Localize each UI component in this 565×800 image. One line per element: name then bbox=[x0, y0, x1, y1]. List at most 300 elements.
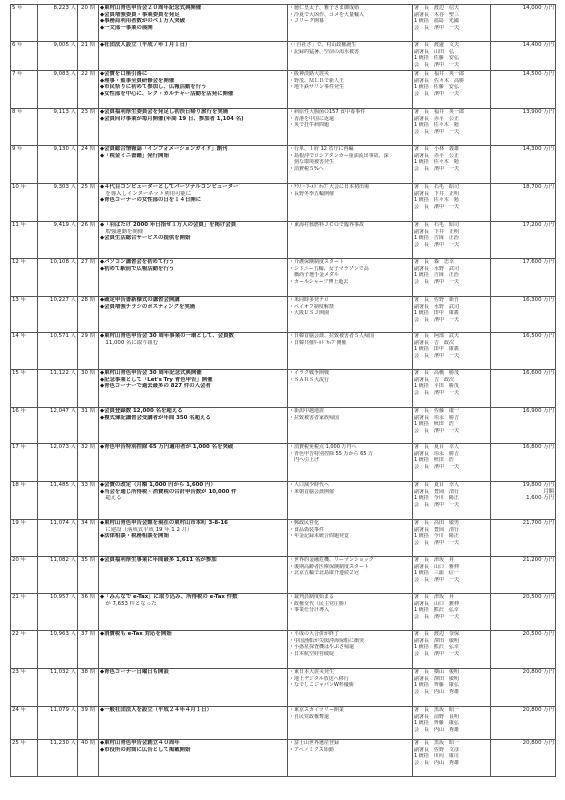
officers-cell bbox=[413, 408, 491, 444]
world-events-cell bbox=[288, 408, 413, 444]
events-cell-line: ◆一般社団法人を設立（平成２４年４月１日） bbox=[100, 707, 212, 713]
members-cell: 11,032 人 bbox=[38, 669, 78, 707]
world-events-cell-line: ・シドニー五輪、女子マラソンで高 bbox=[289, 265, 369, 272]
officers-cell-line: 会 長 濱中 一夫 bbox=[414, 650, 460, 657]
events-cell bbox=[99, 297, 288, 333]
period-cell: 26 期 bbox=[78, 222, 99, 259]
officers-cell-line: 1 統括 齊藤 康弘 bbox=[414, 720, 459, 727]
events-cell bbox=[99, 370, 288, 408]
officers-cell-line: 1 統括 熊沢 弘幸 bbox=[414, 607, 459, 614]
world-events-cell-line: ・自民党政権奪還 bbox=[289, 713, 330, 720]
officers-cell-line: 1 統括 今川 陽正 bbox=[414, 495, 459, 502]
year-cell: 7 年 bbox=[11, 71, 38, 109]
year-cell: 8 年 bbox=[11, 109, 38, 146]
world-events-cell-line: ・島根沖でロシアタンカー重油流出事故、深 bbox=[289, 152, 389, 159]
officers-cell-line: 副署長 木谷 聖三 bbox=[414, 11, 460, 18]
period-cell: 23 期 bbox=[78, 109, 99, 146]
period-cell: 35 期 bbox=[78, 557, 99, 594]
period-cell: 22 期 bbox=[78, 71, 99, 109]
officers-cell-line: 会 長 濱中 一夫 bbox=[414, 539, 460, 546]
world-events-cell bbox=[288, 5, 413, 42]
period-cell: 24 期 bbox=[78, 146, 99, 184]
officers-cell-line: 会 長 濱中 一夫 bbox=[414, 501, 460, 508]
officers-cell bbox=[413, 482, 491, 520]
events-cell bbox=[99, 520, 288, 557]
events-cell-line: ◆女性部を中心に、レク・カルチャー活動を活発に開催 bbox=[100, 90, 234, 97]
period-cell: 32 期 bbox=[78, 444, 99, 482]
events-cell bbox=[99, 740, 288, 777]
world-events-cell-line: ・カールシャープ博士逝去 bbox=[289, 278, 349, 285]
world-events-cell bbox=[288, 109, 413, 146]
world-events-cell-line: ・米朝首脳会談開催 bbox=[289, 488, 335, 495]
period-cell: 38 期 bbox=[78, 669, 99, 707]
world-events-cell-line: ・消費税免税点 1,000 万円へ bbox=[289, 444, 357, 450]
budget-cell bbox=[491, 520, 556, 557]
officers-cell-line: 副署長 山田 弘 bbox=[414, 48, 455, 55]
events-cell-line: 超える bbox=[100, 495, 122, 502]
year-cell: 10 年 bbox=[11, 184, 38, 222]
events-cell-line: ◆会費を口座引落に bbox=[100, 71, 148, 77]
events-cell bbox=[99, 631, 288, 669]
budget-cell bbox=[491, 109, 556, 146]
officers-cell bbox=[413, 5, 491, 42]
world-events-cell-line: ・アベノミクス始動 bbox=[289, 746, 334, 753]
members-cell: 9,130 人 bbox=[38, 146, 78, 184]
officers-cell-line: 会 長 濱中 一夫 bbox=[414, 61, 460, 68]
world-events-cell-line: ・ペイオフ制度解禁 bbox=[289, 303, 334, 310]
members-cell: 10,957 人 bbox=[38, 594, 78, 631]
budget-cell-line: 16,900 万円 bbox=[522, 408, 554, 414]
budget-cell bbox=[491, 259, 556, 297]
officers-cell-line: 会 長 濱中 一夫 bbox=[414, 90, 460, 97]
budget-cell bbox=[491, 631, 556, 669]
officers-cell-line: 副署長 垣永 勝吉 bbox=[414, 450, 460, 457]
world-events-cell-line: ・野茂、ＭＬＢで新人王 bbox=[289, 77, 345, 84]
events-cell-line: ◆事務局利用者数がのべ１万人突破 bbox=[100, 18, 186, 25]
events-cell-line: ◆パソコン講習会を初めて行う bbox=[100, 259, 175, 265]
world-events-cell bbox=[288, 482, 413, 520]
events-cell-line: ◆会員増強チラシのポスティングを実施 bbox=[100, 303, 196, 310]
budget-cell-line: 14,500 万円 bbox=[522, 71, 554, 77]
officers-cell-line: 1 統括 佐々木 勉 bbox=[414, 159, 459, 166]
world-events-cell bbox=[288, 259, 413, 297]
year-cell: 24 年 bbox=[11, 707, 38, 740]
budget-cell-line: 20,500 万円 bbox=[522, 631, 554, 637]
world-events-cell bbox=[288, 184, 413, 222]
budget-cell-line: 20,500 万円 bbox=[522, 594, 554, 600]
period-cell: 34 期 bbox=[78, 520, 99, 557]
budget-cell bbox=[491, 71, 556, 109]
members-cell: 12,047 人 bbox=[38, 408, 78, 444]
officers-cell bbox=[413, 740, 491, 777]
world-events-cell bbox=[288, 520, 413, 557]
officers-cell-line: 副署長 赤平 公正 bbox=[414, 115, 460, 122]
officers-cell-line: 1 統括 佐藤 安弘 bbox=[414, 55, 459, 62]
events-cell-line: 11,000 名に取り組む bbox=[100, 339, 159, 346]
events-cell bbox=[99, 109, 288, 146]
members-cell: 10,963 人 bbox=[38, 631, 78, 669]
budget-cell-line: 14,400 万円 bbox=[522, 42, 554, 48]
officers-cell bbox=[413, 71, 491, 109]
world-events-cell-line: ・裁判員制度始まる bbox=[289, 594, 335, 600]
officers-cell-line: 署 長 阿部 武夫 bbox=[414, 333, 460, 339]
events-cell-line: ◆会員増強委員・事業委員を発足 bbox=[100, 11, 180, 18]
world-events-cell bbox=[288, 707, 413, 740]
budget-cell-line: 16,500 万円 bbox=[522, 333, 554, 339]
officers-cell bbox=[413, 297, 491, 333]
officers-cell-line: 会 長 濱中 一夫 bbox=[414, 203, 460, 210]
events-cell-line: ◆当会を通じ所得税・消費税の合計申告数が 10,000 件 bbox=[100, 488, 237, 495]
officers-cell-line: 1 統括 吉岡 正治 bbox=[414, 272, 459, 279]
world-events-cell-line: ・イラク戦争開戦 bbox=[289, 370, 330, 376]
budget-cell-line: 14,300 万円 bbox=[522, 146, 554, 152]
year-cell: 14 年 bbox=[11, 333, 38, 370]
officers-cell bbox=[413, 146, 491, 184]
world-events-cell-line: ・日本航空経営破綻 bbox=[289, 650, 335, 657]
budget-cell-line: 21,700 万円 bbox=[522, 520, 554, 526]
budget-cell bbox=[491, 408, 556, 444]
officers-cell-line: 1 統括 熊沢 弘幸 bbox=[414, 644, 459, 651]
officers-cell-line: 署 長 渡辺 奈保 bbox=[414, 631, 460, 637]
table-row bbox=[11, 109, 556, 146]
officers-cell bbox=[413, 444, 491, 482]
officers-cell bbox=[413, 222, 491, 259]
table-row bbox=[11, 594, 556, 631]
officers-cell-line: 会 長 濱中 一夫 bbox=[414, 241, 460, 248]
officers-cell bbox=[413, 42, 491, 71]
officers-cell-line: 1 統括 吉岡 正治 bbox=[414, 235, 459, 242]
officers-cell-line: 副署長 赤平 公正 bbox=[414, 152, 460, 159]
table-row bbox=[11, 557, 556, 594]
events-cell-line: ◆東村山青色申告会 30 周年事業の一環として、会員数 bbox=[100, 333, 234, 339]
world-events-cell-line: ・香港を中国に返還 bbox=[289, 115, 335, 122]
officers-cell-line: 署 長 夏目 幸人 bbox=[414, 444, 460, 450]
officers-cell-line: 会 長 濱中 一夫 bbox=[414, 128, 460, 135]
officers-cell-line: 会 長 濱中 一夫 bbox=[414, 24, 460, 31]
officers-cell-line: 1 統括 福島 光國 bbox=[414, 18, 459, 25]
members-cell: 12,073 人 bbox=[38, 444, 78, 482]
table-row bbox=[11, 184, 556, 222]
events-cell bbox=[99, 557, 288, 594]
members-cell: 11,485 人 bbox=[38, 482, 78, 520]
table-row bbox=[11, 631, 556, 669]
events-cell-line: ◆会員登録数 12,000 名を超える bbox=[100, 408, 183, 414]
world-events-cell bbox=[288, 146, 413, 184]
budget-cell bbox=[491, 707, 556, 740]
events-cell-line: ◆会費の改定（月額 1,000 円から 1,600 円） bbox=[100, 482, 216, 488]
period-cell: 29 期 bbox=[78, 333, 99, 370]
events-cell-line: ◆青色コーナーで過去最多の 827 件の入会者 bbox=[100, 383, 211, 390]
world-events-cell-line: ・政権交代（民主党圧勝） bbox=[289, 600, 350, 607]
budget-cell-line: 18,700 万円 bbox=[522, 184, 554, 190]
world-events-cell bbox=[288, 333, 413, 370]
officers-cell-line: 署 長 石毛 昭司 bbox=[414, 222, 460, 228]
events-cell-line: ◆記念事業として「Let's Try 青色申告」開催 bbox=[100, 376, 213, 383]
members-cell: 9,303 人 bbox=[38, 184, 78, 222]
members-cell: 11,122 人 bbox=[38, 370, 78, 408]
world-events-cell bbox=[288, 669, 413, 707]
officers-cell-line: 会 長 濱中 一夫 bbox=[414, 427, 460, 434]
officers-cell-line: 署 長 森 忠幸 bbox=[414, 259, 455, 265]
budget-cell-line: 17,200 万円 bbox=[522, 222, 554, 228]
year-cell: 16 年 bbox=[11, 408, 38, 444]
year-cell: 5 年 bbox=[11, 5, 38, 42]
world-events-cell-line: ・世界的金融危機、リーマンショック bbox=[289, 557, 374, 563]
world-events-cell-line: ・事業仕分け導入 bbox=[289, 607, 330, 614]
world-events-cell-line: ・平成の大合併が終了 bbox=[289, 631, 340, 637]
table-row bbox=[11, 520, 556, 557]
world-events-cell-line: ・後期高齢者医療保険制度スタート bbox=[289, 563, 370, 570]
period-cell: 28 期 bbox=[78, 297, 99, 333]
officers-cell-line: 1 統括 秋田 浩 bbox=[414, 457, 454, 464]
officers-cell bbox=[413, 370, 491, 408]
world-events-cell-line: 刻な環境被害発生 bbox=[289, 159, 335, 166]
world-events-cell-line: ・「自社さ」で、村山政権誕生 bbox=[289, 42, 357, 48]
events-cell-line: ◆東村山青色申告会２０周年記念式典開催 bbox=[100, 5, 202, 11]
world-events-cell-line: ・消費税５%へ bbox=[289, 165, 324, 172]
events-cell-line: ◆青色コーナーの女性部の日を１４日開に bbox=[100, 197, 202, 204]
world-events-cell-line: ・長野冬季五輪開催 bbox=[289, 190, 335, 197]
year-cell: 12 年 bbox=[11, 259, 38, 297]
events-cell-line: ◆東村山青色申告会 30 周年記念式典開催 bbox=[100, 370, 202, 376]
officers-cell-line: 署 長 高田 敏男 bbox=[414, 520, 460, 526]
officers-cell-line: 署 長 津坂 昇 bbox=[414, 594, 455, 600]
period-cell: 37 期 bbox=[78, 631, 99, 669]
period-cell: 40 期 bbox=[78, 740, 99, 777]
world-events-cell-line: ・小惑星探査機はやぶさ帰還 bbox=[289, 644, 355, 651]
officers-cell bbox=[413, 557, 491, 594]
officers-cell-line: 副署長 水野 武司 bbox=[414, 265, 460, 272]
events-cell bbox=[99, 594, 288, 631]
officers-cell-line: 副署長 澤田 敏明 bbox=[414, 637, 460, 644]
year-cell: 17 年 bbox=[11, 444, 38, 482]
budget-cell bbox=[491, 669, 556, 707]
budget-cell bbox=[491, 557, 556, 594]
events-cell bbox=[99, 408, 288, 444]
members-cell: 11,082 人 bbox=[38, 557, 78, 594]
officers-cell-line: 副署長 豊岡 清行 bbox=[414, 488, 460, 495]
officers-cell-line: 副署長 吉 政次 bbox=[414, 376, 455, 383]
officers-cell-line: 副署長 山口 雅伸 bbox=[414, 600, 460, 607]
world-events-cell bbox=[288, 370, 413, 408]
events-cell-line: ◆「みんなで e-Tax」に取り込み、所得税の e-Tax 件数 bbox=[100, 594, 238, 600]
members-cell: 9,419 人 bbox=[38, 222, 78, 259]
period-cell: 30 期 bbox=[78, 370, 99, 408]
events-cell-line: ◆市役所の封筒に広告として掲載開始 bbox=[100, 746, 191, 753]
world-events-cell-line: ・富士山世界遺産登録 bbox=[289, 740, 340, 746]
events-cell-line: ◆複式簿記講習会受講者が年間 350 名超える bbox=[100, 414, 211, 421]
officers-cell bbox=[413, 594, 491, 631]
officers-cell bbox=[413, 184, 491, 222]
officers-cell-line: 1 統括 三浦 信一 bbox=[414, 570, 459, 577]
officers-cell-line: 会 長 濱中 一夫 bbox=[414, 278, 460, 285]
period-cell: 21 期 bbox=[78, 42, 99, 71]
world-events-cell-line: ・食品偽装事件 bbox=[289, 526, 325, 533]
officers-cell-line: 副署長 水野 武司 bbox=[414, 303, 460, 310]
budget-cell-line: 16,300 万円 bbox=[522, 297, 554, 303]
events-cell-line: ◆「税金ミニ書籍」発行開始 bbox=[100, 152, 169, 159]
members-cell: 10,108 人 bbox=[38, 259, 78, 297]
year-cell: 18 年 bbox=[11, 482, 38, 520]
world-events-cell-line: ・拉致被害者家族帰国 bbox=[289, 414, 340, 421]
events-cell-line: ◆会員福利厚生事業に年間最多 1,611 名が参加 bbox=[100, 557, 217, 563]
world-events-cell bbox=[288, 297, 413, 333]
events-cell-line: に建設（落成式平成 19 年 1 2 月） bbox=[100, 526, 193, 533]
world-events-cell-line: ・郵政民営化 bbox=[289, 520, 320, 526]
world-events-cell-line: ・阪神淡路大震災 bbox=[289, 71, 330, 77]
period-cell: 27 期 bbox=[78, 259, 99, 297]
officers-cell-line: 署 長 黒坂 昭一 bbox=[414, 740, 460, 746]
events-cell bbox=[99, 146, 288, 184]
world-events-cell bbox=[288, 222, 413, 259]
table-row bbox=[11, 740, 556, 777]
officers-cell-line: 1 統括 佐藤 安弘 bbox=[414, 84, 459, 91]
table-row bbox=[11, 408, 556, 444]
officers-cell-line: 1 統括 田中 康義 bbox=[414, 310, 459, 317]
world-events-cell-line: ・病原性大腸菌Ｏ157 食中毒事件 bbox=[289, 109, 366, 115]
world-events-cell-line: ・年金記録未統合問題発覚 bbox=[289, 533, 350, 540]
world-events-cell-line: ・介護保険制度スタート bbox=[289, 259, 345, 265]
officers-cell bbox=[413, 333, 491, 370]
events-cell bbox=[99, 71, 288, 109]
budget-cell bbox=[491, 184, 556, 222]
world-events-cell-line: ・冷夏で大凶作、コメを大量輸入 bbox=[289, 11, 365, 18]
world-events-cell-line: ・米同時多発テロ bbox=[289, 297, 330, 303]
budget-cell bbox=[491, 297, 556, 333]
officers-cell-line: 署 長 夏目 幸人 bbox=[414, 482, 460, 488]
world-events-cell-line: ・東京スカイツリー開業 bbox=[289, 707, 344, 713]
table-row bbox=[11, 370, 556, 408]
world-events-cell-line: ・徳仁皇太子、雅子さま御成婚 bbox=[289, 5, 360, 11]
officers-cell-line: 会 長 濱中 一夫 bbox=[414, 576, 460, 583]
world-events-cell-line: ・青色申告特別控除 55 万から 65 万 bbox=[289, 450, 374, 457]
officers-cell-line: 会 長 内山 秀雄 bbox=[414, 688, 460, 695]
events-cell bbox=[99, 669, 288, 707]
officers-cell bbox=[413, 669, 491, 707]
officers-cell-line: 1 統括 今川 陽正 bbox=[414, 533, 459, 540]
officers-cell-line: 会 長 濱中 一夫 bbox=[414, 165, 460, 172]
budget-cell-line: 16,800 万円 bbox=[522, 444, 554, 450]
members-cell: 11,079 人 bbox=[38, 707, 78, 740]
events-cell bbox=[99, 222, 288, 259]
world-events-cell-line: 円へ引上げ bbox=[289, 457, 320, 464]
year-cell: 21 年 bbox=[11, 594, 38, 631]
year-cell: 9 年 bbox=[11, 146, 38, 184]
events-cell-line: ◆東村山青色申告会館を現在の東村山市本町 3-8-16 bbox=[100, 520, 228, 526]
members-cell: 10,571 人 bbox=[38, 333, 78, 370]
events-cell-line: ◆初めて駅前で広報活動を行う bbox=[100, 265, 175, 272]
officers-cell bbox=[413, 109, 491, 146]
officers-cell-line: 署 長 福井 英一郎 bbox=[414, 109, 465, 115]
period-cell: 36 期 bbox=[78, 594, 99, 631]
year-cell: 23 年 bbox=[11, 669, 38, 707]
budget-cell-line: 13,900 万円 bbox=[522, 109, 554, 115]
period-cell: 33 期 bbox=[78, 482, 99, 520]
world-events-cell-line: ・行革、１府 12 省庁に再編 bbox=[289, 146, 354, 152]
budget-cell bbox=[491, 222, 556, 259]
world-events-cell-line: ・地上デジタル放送へ移行 bbox=[289, 675, 349, 682]
events-cell-line: ◆法律相談・税務相談を開始 bbox=[100, 533, 169, 540]
members-cell: 9,083 人 bbox=[38, 71, 78, 109]
period-cell: 25 期 bbox=[78, 184, 99, 222]
officers-cell-line: 署 長 黒坂 昭一 bbox=[414, 707, 460, 713]
budget-cell bbox=[491, 5, 556, 42]
officers-cell-line: 会 長 内山 秀雄 bbox=[414, 726, 460, 733]
world-events-cell-line: ・英で狂牛病問題 bbox=[289, 122, 330, 129]
officers-cell-line: 署 長 福井 英一郎 bbox=[414, 71, 465, 77]
events-cell bbox=[99, 444, 288, 482]
period-cell: 31 期 bbox=[78, 408, 99, 444]
budget-cell-line: 14,000 万円 bbox=[522, 5, 554, 11]
budget-cell-line: 20,800 万円 bbox=[522, 740, 554, 746]
table-row bbox=[11, 297, 556, 333]
budget-cell-line: 21,200 万円 bbox=[522, 557, 554, 563]
table-row bbox=[11, 5, 556, 42]
world-events-cell-line: ・Ｊリーグ開幕 bbox=[289, 18, 325, 25]
officers-cell-line: 署 長 佐藤 康一 bbox=[414, 408, 460, 414]
budget-cell bbox=[491, 444, 556, 482]
events-cell-line: ◆会員福利厚生委員会を発足し初渋日帰り旅行を実施 bbox=[100, 109, 229, 115]
budget-cell-line: 月額 bbox=[543, 488, 554, 495]
world-events-cell-line: ・地下鉄サリン事件発生 bbox=[289, 84, 345, 91]
world-events-cell-line: ・大阪ＵＳＪ開園 bbox=[289, 310, 330, 317]
officers-cell-line: 署 長 横山 俊明 bbox=[414, 669, 460, 675]
officers-cell-line: 署 長 高橋 勝茂 bbox=[414, 370, 460, 376]
officers-cell bbox=[413, 520, 491, 557]
officers-cell bbox=[413, 631, 491, 669]
world-events-cell-line: ・ﾃｸﾉ・ﾜｰﾙﾄﾞｶｯﾌﾟ大会に日本初出場 bbox=[289, 184, 370, 190]
table-row bbox=[11, 259, 556, 297]
world-events-cell bbox=[288, 42, 413, 71]
world-events-cell-line: ・ＳＡＲＳ大流行 bbox=[289, 376, 330, 383]
events-cell bbox=[99, 482, 288, 520]
officers-cell-line: 1 統括 田中 康義 bbox=[414, 346, 459, 353]
year-cell: 15 年 bbox=[11, 370, 38, 408]
officers-cell bbox=[413, 707, 491, 740]
events-cell-line: ◆東村山青色申告会創立４０周年 bbox=[100, 740, 180, 746]
members-cell: 11,230 人 bbox=[38, 740, 78, 777]
officers-cell-line: 1 統括 川向 康司 bbox=[414, 753, 459, 760]
year-cell: 19 年 bbox=[11, 520, 38, 557]
officers-cell-line: 1 統括 佐々木 勉 bbox=[414, 197, 459, 204]
table-row bbox=[11, 482, 556, 520]
world-events-cell-line: ・中国漁船が尖閣沖海保船に衝突 bbox=[289, 637, 365, 644]
events-cell-line: ◆４代目コンピューターとしてパーソナルコンピューター bbox=[100, 184, 239, 190]
world-events-cell-line: ・日韓共催ﾜｰﾙﾄﾞｶｯﾌﾟ開催 bbox=[289, 339, 347, 346]
budget-cell bbox=[491, 146, 556, 184]
officers-cell-line: 副署長 山口 雅伸 bbox=[414, 563, 460, 570]
history-table bbox=[10, 4, 556, 777]
officers-cell-line: 副署長 澤田 敏明 bbox=[414, 675, 460, 682]
officers-cell-line: 副署長 前野 良明 bbox=[414, 713, 460, 720]
officers-cell-line: 1 統括 佐々木 勉 bbox=[414, 122, 459, 129]
officers-cell-line: 会 長 濱中 一夫 bbox=[414, 389, 460, 396]
history-table-body bbox=[11, 5, 556, 777]
period-cell: 20 期 bbox=[78, 5, 99, 42]
events-cell-line: を導入しインターネット利用可能に bbox=[100, 190, 192, 197]
world-events-cell bbox=[288, 557, 413, 594]
table-row bbox=[11, 669, 556, 707]
table-row bbox=[11, 707, 556, 740]
world-events-cell bbox=[288, 631, 413, 669]
officers-cell-line: 副署長 垣永 勝吉 bbox=[414, 414, 460, 421]
world-events-cell-line: ・記録的猛暑、空前の渇水被害 bbox=[289, 48, 360, 55]
officers-cell-line: 会 長 内山 秀雄 bbox=[414, 759, 460, 766]
events-cell-line: ◆確定申告書新様式の講習会開講 bbox=[100, 297, 180, 303]
officers-cell-line: 1 統括 秋田 浩 bbox=[414, 421, 454, 428]
table-row bbox=[11, 222, 556, 259]
officers-cell-line: 署 長 小林 義雄 bbox=[414, 146, 460, 152]
